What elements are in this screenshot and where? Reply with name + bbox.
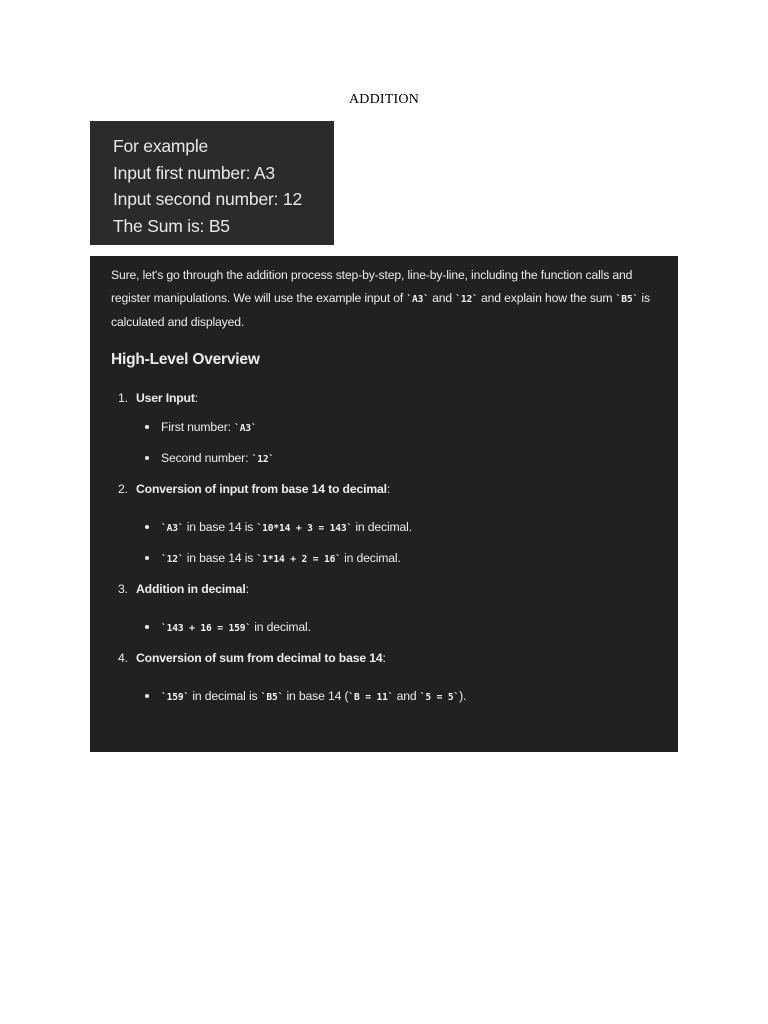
- inline-code: `A3`: [406, 294, 429, 305]
- inline-code: `5 = 5`: [419, 692, 460, 703]
- step-1: [111, 389, 664, 407]
- intro-text: is calculated and displayed.: [111, 291, 650, 329]
- bullet-text: in decimal.: [340, 551, 401, 565]
- section-heading: High-Level Overview: [111, 351, 260, 368]
- step-suffix: :: [245, 582, 249, 596]
- bullet-text: First number:: [161, 420, 235, 434]
- document-title: ADDITION: [348, 92, 420, 107]
- inline-code: `B5`: [260, 692, 284, 703]
- list-item: [161, 687, 664, 707]
- inline-code: `A3`: [161, 523, 184, 534]
- example-screenshot: [90, 121, 334, 245]
- inline-code: `B5`: [615, 294, 639, 305]
- inline-code: `10*14 + 3 = 143`: [256, 523, 353, 534]
- intro-text: and: [428, 291, 456, 305]
- bullet-text: in decimal is: [189, 689, 261, 703]
- step-title: Conversion of input from base 14 to decimal: [136, 482, 387, 496]
- bullet-text: in decimal.: [352, 520, 412, 534]
- step-1-bullets: [111, 418, 664, 469]
- inline-code: `159`: [161, 692, 190, 703]
- step-2: [111, 480, 664, 498]
- step-3: [111, 580, 664, 598]
- inline-code: `1*14 + 2 = 16`: [256, 554, 341, 565]
- list-item: [161, 518, 664, 538]
- bullet-text: in base 14 is: [183, 520, 257, 534]
- step-suffix: :: [382, 651, 386, 665]
- step-title: Conversion of sum from decimal to base 14: [136, 651, 383, 665]
- example-line: Input first number: A3: [113, 162, 275, 183]
- bullet-text: in base 14 is: [183, 551, 257, 565]
- step-number: 3.: [118, 582, 128, 596]
- example-line: Input second number: 12: [113, 189, 303, 209]
- bullet-text: and: [393, 689, 420, 703]
- inline-code: `12`: [455, 294, 478, 305]
- list-item: [161, 549, 664, 569]
- step-title: Addition in decimal: [136, 582, 246, 596]
- example-line: The Sum is: B5: [113, 215, 230, 236]
- intro-text: and explain how the sum: [477, 291, 616, 305]
- example-line: For example: [113, 136, 209, 156]
- intro-paragraph: [111, 264, 664, 334]
- inline-code: `143 + 16 = 159`: [161, 623, 252, 634]
- list-item: [161, 449, 664, 469]
- list-item: [161, 418, 664, 438]
- step-4: [111, 649, 664, 667]
- step-2-bullets: [111, 518, 664, 569]
- bullet-text: in base 14 (: [283, 689, 349, 703]
- chat-response-screenshot: [90, 256, 678, 752]
- bullet-text: Second number:: [161, 451, 252, 465]
- inline-code: `B = 11`: [348, 692, 394, 703]
- step-number: 4.: [118, 651, 128, 665]
- step-title: User Input: [136, 391, 195, 405]
- step-suffix: :: [386, 482, 391, 496]
- step-4-bullets: [111, 687, 664, 707]
- step-3-bullets: [111, 618, 664, 638]
- step-number: 2.: [118, 482, 128, 496]
- bullet-text: ).: [459, 689, 467, 703]
- step-number: 1.: [118, 391, 128, 405]
- bullet-text: in decimal.: [251, 620, 311, 634]
- intro-text: Sure, let's go through the addition process step-by-step, line-by-line, including the function calls and register manipulations. We will use the example input of: [111, 268, 633, 305]
- inline-code: `12`: [161, 554, 184, 565]
- inline-code: `12`: [251, 454, 275, 465]
- inline-code: `A3`: [234, 423, 257, 434]
- step-suffix: :: [194, 391, 199, 405]
- list-item: [161, 618, 664, 638]
